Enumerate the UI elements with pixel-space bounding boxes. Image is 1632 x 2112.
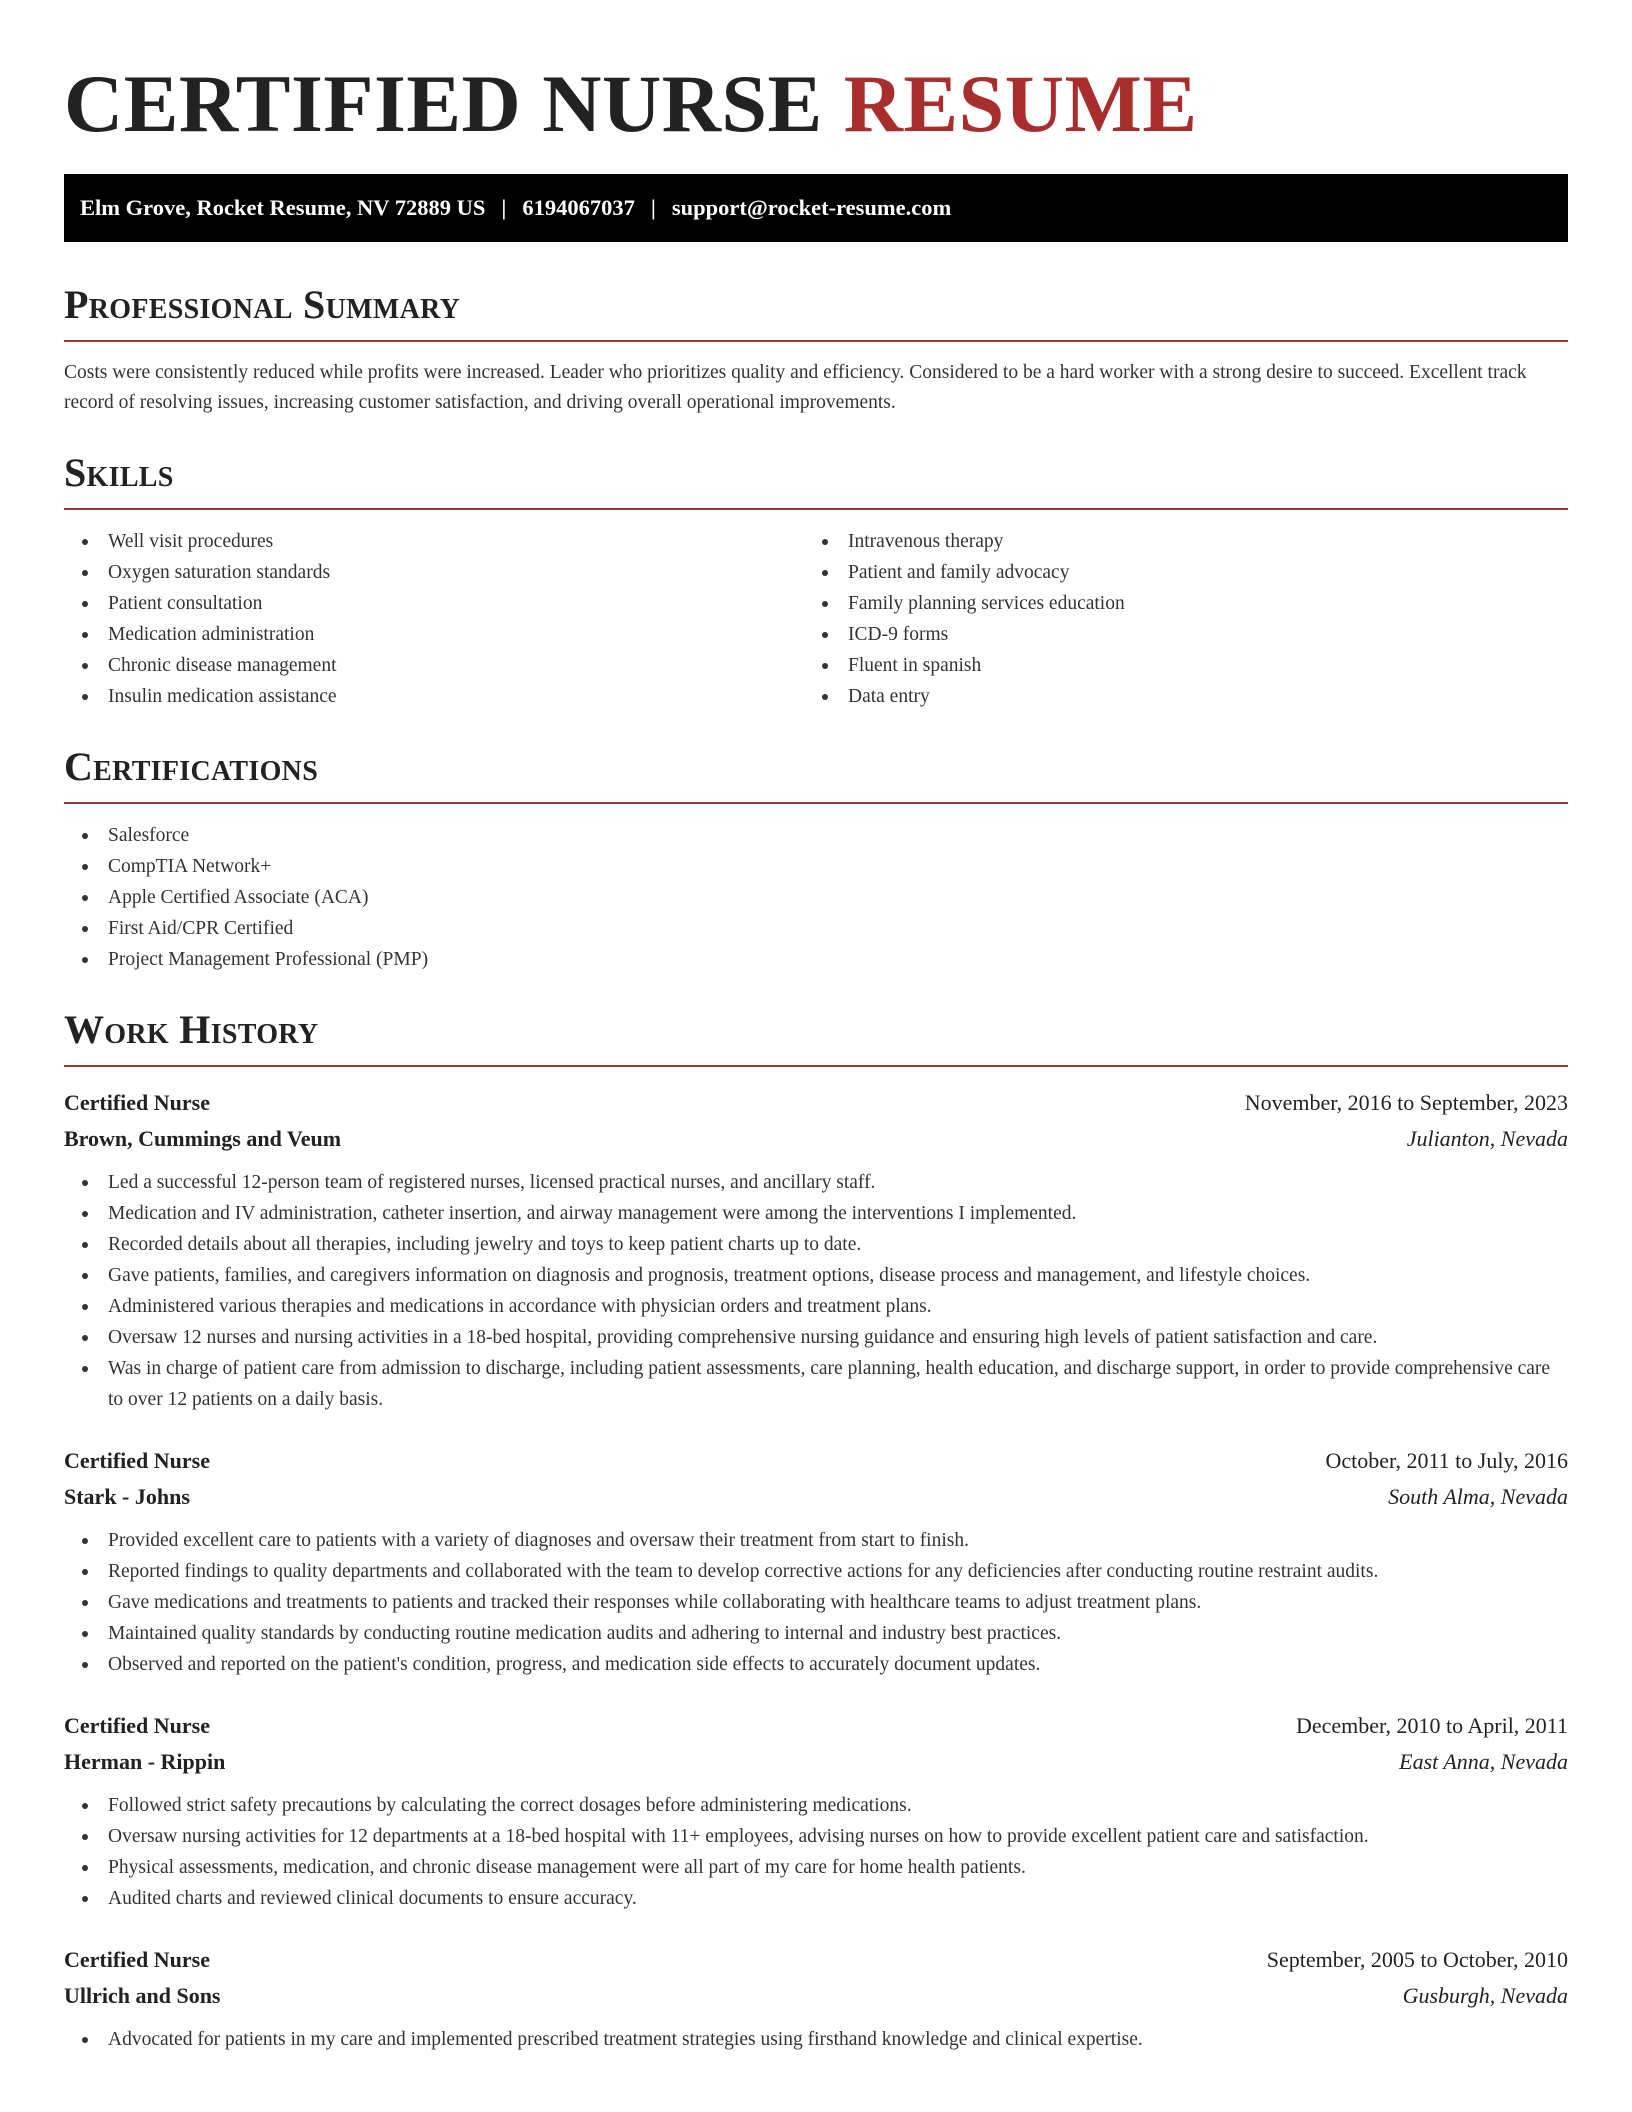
job-bullets: [64, 1167, 1568, 1415]
skills-columns: [64, 510, 1568, 712]
job-header-row: [64, 1443, 1568, 1479]
job-header-row: [64, 1085, 1568, 1121]
job-entry: [64, 1942, 1568, 2055]
job-bullets: [64, 1525, 1568, 1680]
skill-item: ICD-9 forms: [804, 619, 1544, 650]
summary-text: Costs were consistently reduced while profits were increased. Leader who prioritizes quality and efficiency. Considered to be a hard worker with a strong desire to succeed. Excellent track record of resolving issues, increasing customer satisfaction, and driving overall operational improvements.: [64, 362, 1527, 413]
skill-item: Insulin medication assistance: [64, 681, 804, 712]
job-company: Ullrich and Sons: [64, 1983, 221, 2008]
skill-item: Patient consultation: [64, 588, 804, 619]
job-header-row: [64, 1708, 1568, 1744]
job-company-row: [64, 1479, 1568, 1515]
job-bullet: Maintained quality standards by conducting routine medication audits and adhering to internal and industry best practices.: [64, 1618, 1568, 1649]
skill-item: Fluent in spanish: [804, 650, 1544, 681]
section-heading-work-history: Work History: [64, 1005, 1568, 1067]
job-bullet: Audited charts and reviewed clinical documents to ensure accuracy.: [64, 1883, 1568, 1914]
job-company-row: [64, 1978, 1568, 2014]
skill-item: Family planning services education: [804, 588, 1544, 619]
skill-item: Intravenous therapy: [804, 526, 1544, 557]
job-bullet: Advocated for patients in my care and implemented prescribed treatment strategies using firsthand knowledge and clinical expertise.: [64, 2024, 1568, 2055]
section-heading-skills: Skills: [64, 448, 1568, 510]
job-bullet: Gave patients, families, and caregivers information on diagnosis and prognosis, treatment options, disease process and management, and lifestyle choices.: [64, 1260, 1568, 1291]
job-bullet: Followed strict safety precautions by calculating the correct dosages before administering medications.: [64, 1790, 1568, 1821]
certifications-list: [64, 820, 1568, 975]
job-bullet: Led a successful 12-person team of registered nurses, licensed practical nurses, and ancillary staff.: [64, 1167, 1568, 1198]
skill-item: Patient and family advocacy: [804, 557, 1544, 588]
job-header-row: [64, 1942, 1568, 1978]
job-location: South Alma, Nevada: [1388, 1484, 1568, 1509]
contact-separator: |: [650, 195, 656, 220]
job-bullet: Oversaw nursing activities for 12 departments at a 18-bed hospital with 11+ employees, advising nurses on how to provide excellent patient care and satisfaction.: [64, 1821, 1568, 1852]
skill-item: Well visit procedures: [64, 526, 804, 557]
skill-item: Medication administration: [64, 619, 804, 650]
job-bullet: Reported findings to quality departments and collaborated with the team to develop corrective actions for any deficiencies after conducting routine restraint audits.: [64, 1556, 1568, 1587]
resume-title: [64, 58, 1568, 150]
job-company: Herman - Rippin: [64, 1749, 226, 1774]
resume-page: [64, 0, 1568, 2112]
job-location: East Anna, Nevada: [1399, 1749, 1568, 1774]
contact-address: Elm Grove, Rocket Resume, NV 72889 US: [80, 195, 486, 220]
job-dates: October, 2011 to July, 2016: [1325, 1448, 1568, 1473]
skill-item: Data entry: [804, 681, 1544, 712]
job-company-row: [64, 1121, 1568, 1157]
job-bullet: Was in charge of patient care from admission to discharge, including patient assessments, care planning, health education, and discharge support, in order to provide comprehensive care to over 12 patients on a daily basis.: [64, 1353, 1568, 1415]
skill-item: Chronic disease management: [64, 650, 804, 681]
work-history-section: [64, 1005, 1568, 2055]
title-accent: RESUME: [843, 58, 1198, 149]
title-main: CERTIFIED NURSE: [64, 58, 823, 149]
certification-item: Salesforce: [64, 820, 1568, 851]
job-title: Certified Nurse: [64, 1448, 211, 1473]
job-entry: [64, 1708, 1568, 1914]
summary-section: [64, 280, 1568, 418]
contact-separator: |: [501, 195, 507, 220]
certification-item: First Aid/CPR Certified: [64, 913, 1568, 944]
certification-item: CompTIA Network+: [64, 851, 1568, 882]
job-bullets: [64, 1790, 1568, 1914]
job-bullet: Medication and IV administration, catheter insertion, and airway management were among the interventions I implemented.: [64, 1198, 1568, 1229]
job-bullet: Oversaw 12 nurses and nursing activities in a 18-bed hospital, providing comprehensive nursing guidance and ensuring high levels of patient satisfaction and care.: [64, 1322, 1568, 1353]
skill-item: Oxygen saturation standards: [64, 557, 804, 588]
job-bullet: Gave medications and treatments to patients and tracked their responses while collaborating with healthcare teams to adjust treatment plans.: [64, 1587, 1568, 1618]
section-heading-summary: Professional Summary: [64, 280, 1568, 342]
certification-item: Apple Certified Associate (ACA): [64, 882, 1568, 913]
job-bullet: Physical assessments, medication, and chronic disease management were all part of my care for home health patients.: [64, 1852, 1568, 1883]
job-entry: [64, 1085, 1568, 1415]
certification-item: Project Management Professional (PMP): [64, 944, 1568, 975]
contact-bar: [64, 174, 1568, 242]
job-location: Gusburgh, Nevada: [1402, 1983, 1568, 2008]
job-company: Brown, Cummings and Veum: [64, 1126, 342, 1151]
contact-email: support@rocket-resume.com: [671, 195, 952, 220]
section-heading-certifications: Certifications: [64, 742, 1568, 804]
skills-list-right: [804, 526, 1544, 712]
job-bullet: Administered various therapies and medications in accordance with physician orders and treatment plans.: [64, 1291, 1568, 1322]
certifications-section: [64, 742, 1568, 975]
job-bullet: Provided excellent care to patients with a variety of diagnoses and oversaw their treatment from start to finish.: [64, 1525, 1568, 1556]
job-dates: September, 2005 to October, 2010: [1266, 1947, 1568, 1972]
job-title: Certified Nurse: [64, 1713, 211, 1738]
job-title: Certified Nurse: [64, 1090, 211, 1115]
skills-section: [64, 448, 1568, 712]
job-bullets: [64, 2024, 1568, 2055]
job-dates: November, 2016 to September, 2023: [1244, 1090, 1568, 1115]
job-company-row: [64, 1744, 1568, 1780]
job-dates: December, 2010 to April, 2011: [1295, 1713, 1568, 1738]
job-title: Certified Nurse: [64, 1947, 211, 1972]
skills-list-left: [64, 526, 804, 712]
job-bullet: Observed and reported on the patient's condition, progress, and medication side effects to accurately document updates.: [64, 1649, 1568, 1680]
job-entry: [64, 1443, 1568, 1680]
job-location: Julianton, Nevada: [1406, 1126, 1568, 1151]
job-bullet: Recorded details about all therapies, including jewelry and toys to keep patient charts up to date.: [64, 1229, 1568, 1260]
contact-phone: 6194067037: [522, 195, 635, 220]
job-company: Stark - Johns: [64, 1484, 190, 1509]
